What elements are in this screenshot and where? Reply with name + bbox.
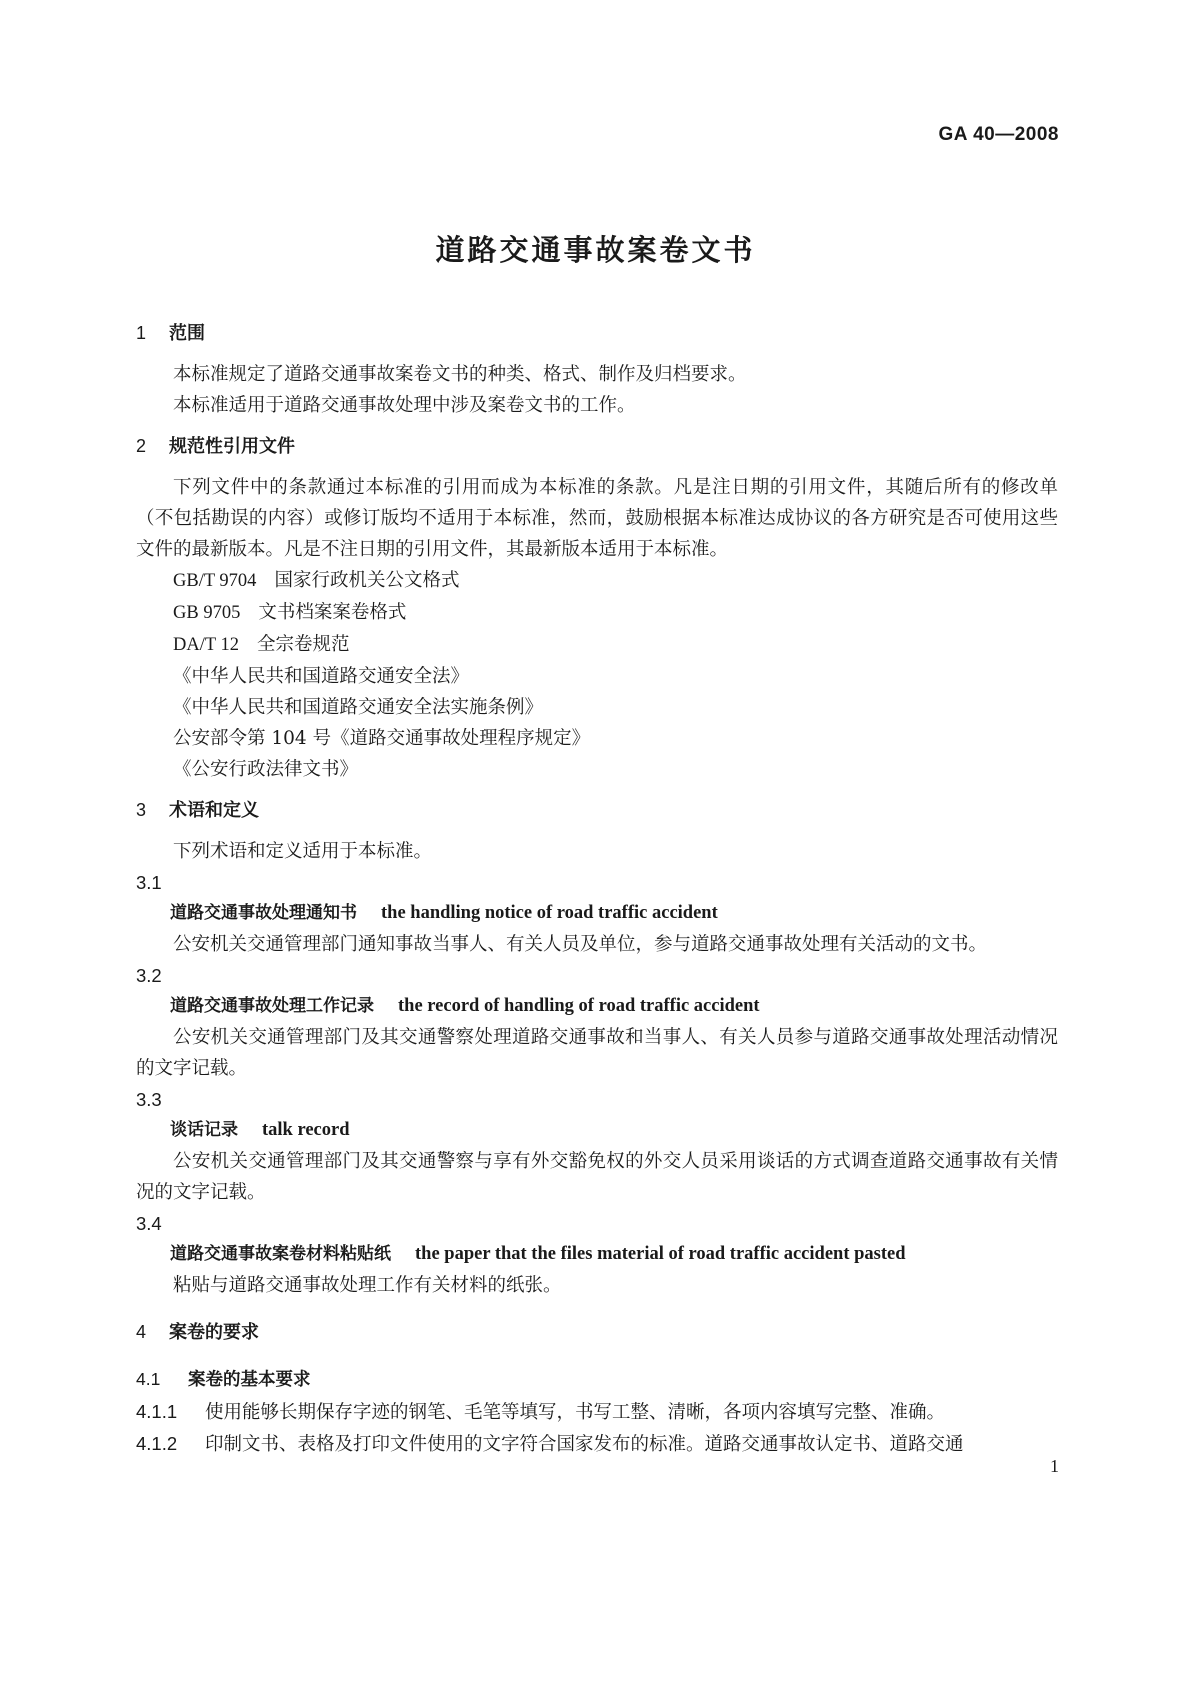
clause — [136, 1396, 1058, 1428]
reference-name: 公安部令第 104 号《道路交通事故处理程序规定》 — [173, 728, 591, 749]
paragraph: 本标准适用于道路交通事故处理中涉及案卷文书的工作。 — [173, 395, 636, 416]
reference-name: 《公安行政法律文书》 — [173, 759, 359, 780]
reference-name: 《中华人民共和国道路交通安全法》 — [173, 666, 470, 687]
clause — [136, 1428, 1058, 1460]
reference-item — [136, 597, 1058, 629]
term-cn: 谈话记录 — [170, 1120, 238, 1140]
section-1-heading — [136, 318, 1058, 349]
section-number: 2 — [136, 436, 147, 456]
section-title: 术语和定义 — [169, 800, 259, 821]
clause-number: 4.1.2 — [136, 1433, 178, 1454]
term-en: the paper that the files material of road traffic accident pasted — [415, 1244, 906, 1264]
paragraph: 下列文件中的条款通过本标准的引用而成为本标准的条款。凡是注日期的引用文件，其随后所有的修改单（不包括勘误的内容）或修订版均不适用于本标准，然而，鼓励根据本标准达成协议的各方研究是否可使用这些文件的最新版本。凡是不注日期的引用文件，其最新版本适用于本标准。 — [136, 477, 1058, 560]
term-definition: 公安机关交通管理部门及其交通警察处理道路交通事故和当事人、有关人员参与道路交通事故处理活动情况的文字记载。 — [136, 1027, 1058, 1079]
term-number: 3.4 — [136, 1213, 162, 1234]
clause-text: 印制文书、表格及打印文件使用的文字符合国家发布的标准。道路交通事故认定书、道路交通 — [205, 1434, 964, 1455]
reference-name: 国家行政机关公文格式 — [274, 570, 460, 591]
reference-code: GB/T 9704 — [173, 571, 257, 591]
term-title — [136, 991, 1058, 1022]
reference-name: 文书档案案卷格式 — [258, 602, 407, 623]
section-4-heading — [136, 1317, 1058, 1348]
term-number: 3.2 — [136, 965, 162, 986]
reference-name: 《中华人民共和国道路交通安全法实施条例》 — [173, 697, 544, 718]
clause-text: 使用能够长期保存字迹的钢笔、毛笔等填写，书写工整、清晰，各项内容填写完整、准确。 — [205, 1402, 946, 1423]
subsection-title: 案卷的基本要求 — [188, 1370, 311, 1390]
section-2-heading — [136, 431, 1058, 462]
term-title — [136, 1239, 1058, 1270]
section-title: 规范性引用文件 — [169, 436, 295, 457]
term-cn: 道路交通事故案卷材料粘贴纸 — [170, 1244, 391, 1264]
section-title: 案卷的要求 — [169, 1322, 259, 1343]
reference-item — [136, 692, 1058, 723]
reference-item — [136, 629, 1058, 661]
term-cn: 道路交通事故处理通知书 — [170, 903, 357, 923]
term-definition: 公安机关交通管理部门通知事故当事人、有关人员及单位，参与道路交通事故处理有关活动的文书。 — [173, 934, 988, 955]
term-en: talk record — [262, 1120, 350, 1140]
term-definition: 公安机关交通管理部门及其交通警察与享有外交豁免权的外交人员采用谈话的方式调查道路交通事故有关情况的文字记载。 — [136, 1151, 1058, 1203]
paragraph: 本标准规定了道路交通事故案卷文书的种类、格式、制作及归档要求。 — [173, 364, 747, 385]
subsection-number: 4.1 — [136, 1369, 161, 1389]
section-title: 范围 — [169, 323, 205, 344]
term-en: the handling notice of road traffic accident — [381, 903, 718, 923]
standard-number: GA 40—2008 — [938, 124, 1059, 145]
term-title — [136, 1115, 1058, 1146]
section-number: 1 — [136, 323, 147, 343]
document-body — [136, 318, 1058, 1460]
term-number: 3.1 — [136, 872, 162, 893]
term-definition: 粘贴与道路交通事故处理工作有关材料的纸张。 — [173, 1275, 562, 1296]
section-3-heading — [136, 795, 1058, 826]
term-number: 3.3 — [136, 1089, 162, 1110]
reference-code: GB 9705 — [173, 603, 241, 623]
subsection-heading — [136, 1364, 1058, 1396]
page-number: 1 — [1050, 1456, 1059, 1476]
term-cn: 道路交通事故处理工作记录 — [170, 996, 374, 1016]
term-en: the record of handling of road traffic accident — [398, 996, 760, 1016]
clause-number: 4.1.1 — [136, 1401, 178, 1422]
reference-item — [136, 754, 1058, 785]
document-title: 道路交通事故案卷文书 — [435, 233, 756, 267]
reference-name: 全宗卷规范 — [256, 634, 350, 655]
reference-item — [136, 661, 1058, 692]
reference-code: DA/T 12 — [173, 635, 239, 655]
section-number: 4 — [136, 1322, 147, 1342]
paragraph: 下列术语和定义适用于本标准。 — [173, 841, 433, 862]
reference-item — [136, 565, 1058, 597]
section-number: 3 — [136, 800, 147, 820]
reference-item — [136, 723, 1058, 754]
term-title — [136, 898, 1058, 929]
